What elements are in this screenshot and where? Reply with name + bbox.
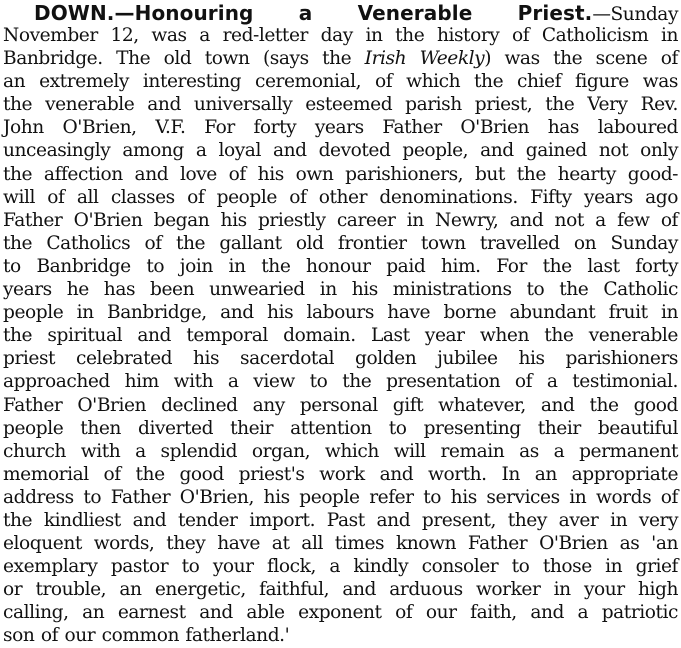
text-line: [3, 47, 678, 70]
text-line: unceasingly among a loyal and devoted people, and gained not only: [3, 140, 678, 162]
text-line: priest celebrated his sacerdotal golden jubilee his parishioners: [3, 348, 678, 370]
text-line: exemplary pastor to your flock, a kindly consoler to those in grief: [3, 556, 678, 578]
text-line: church with a splendid organ, which will remain as a permanent: [3, 440, 678, 462]
text-line: the spiritual and temporal domain. Last year when the venerable: [3, 325, 678, 347]
text-line: to Banbridge to join in the honour paid him. For the last forty: [3, 255, 678, 277]
text-line: the kindliest and tender import. Past and present, they aver in very: [3, 509, 678, 531]
text-line: years he has been unwearied in his ministrations to the Catholic: [3, 279, 678, 301]
text-line: Father O'Brien declined any personal gift whatever, and the good: [3, 394, 678, 416]
text-line: John O'Brien, V.F. For forty years Father O'Brien has laboured: [3, 117, 678, 139]
text-line: eloquent words, they have at all times known Father O'Brien as 'an: [3, 533, 678, 555]
text-line: the Catholics of the gallant old frontier town travelled on Sunday: [3, 232, 678, 254]
text-line: will of all classes of people of other denominations. Fifty years ago: [3, 186, 678, 208]
text-line: people in Banbridge, and his labours have borne abundant fruit in: [3, 302, 678, 324]
text-line: address to Father O'Brien, his people refer to his services in words of: [3, 486, 678, 508]
text-line: people then diverted their attention to presenting their beautiful: [3, 417, 678, 439]
text-segment: Banbridge. The old town (says the: [3, 48, 365, 70]
text-line: Father O'Brien began his priestly career in Newry, and not a few of: [3, 209, 678, 231]
text-line: an extremely interesting ceremonial, of which the chief figure was: [3, 71, 678, 93]
newspaper-title: Irish Weekly: [364, 48, 485, 70]
dateline-tail: —Sunday: [592, 4, 678, 25]
text-line: son of our common fatherland.': [3, 625, 290, 647]
text-line: the affection and love of his own parishioners, but the hearty good-: [3, 163, 678, 185]
text-line: memorial of the good priest's work and worth. In an appropriate: [3, 463, 678, 485]
headline-line: [3, 0, 678, 24]
article-headline: DOWN.—Honouring a Venerable Priest.: [34, 1, 593, 25]
text-line: approached him with a view to the presentation of a testimonial.: [3, 371, 678, 393]
text-line: November 12, was a red-letter day in the history of Catholicism in: [3, 25, 678, 46]
text-line: calling, an earnest and able exponent of our faith, and a patriotic: [3, 602, 678, 624]
text-line: the venerable and universally esteemed parish priest, the Very Rev.: [3, 94, 678, 116]
text-line: or trouble, an energetic, faithful, and arduous worker in your high: [3, 579, 678, 601]
text-segment: ) was the scene of: [484, 48, 678, 70]
